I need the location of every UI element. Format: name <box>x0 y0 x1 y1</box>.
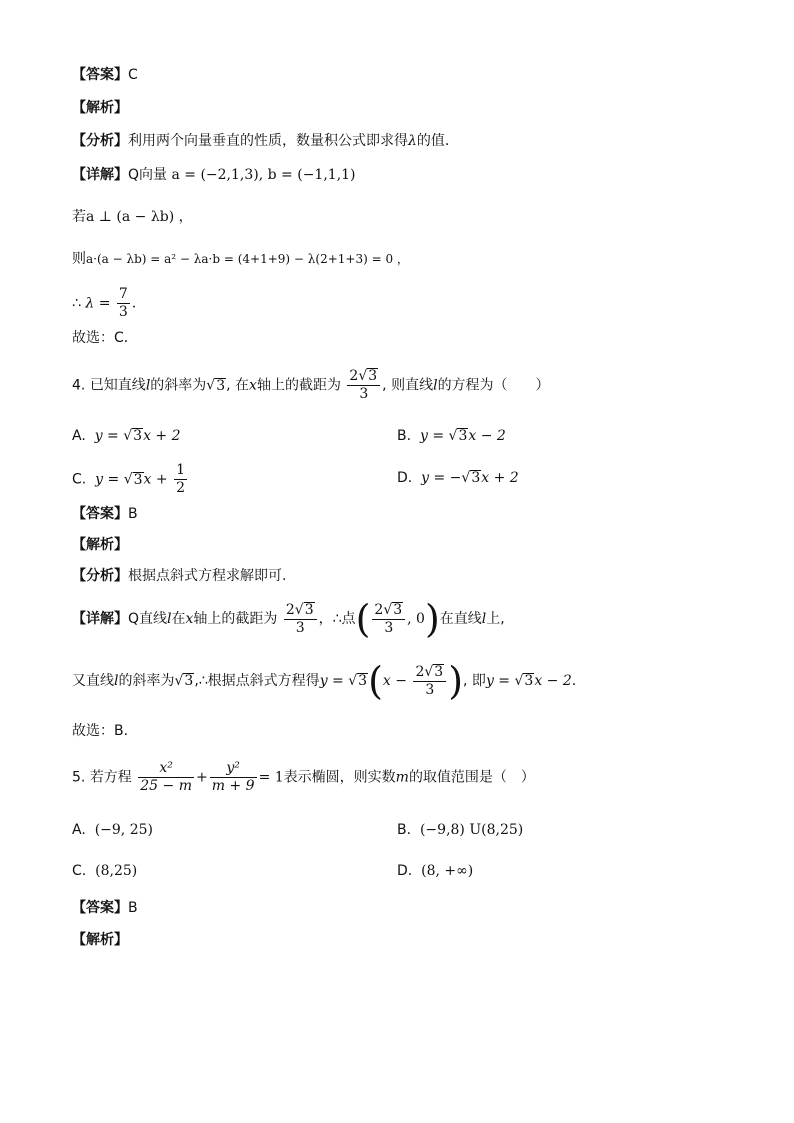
fraction-numerator <box>347 368 380 386</box>
q3-analysis-heading <box>72 101 128 115</box>
answer-tag: 【答案】 <box>72 67 128 83</box>
sqrt-radicand: 3 <box>471 470 481 486</box>
var-x: x <box>185 611 194 627</box>
intercept-fraction <box>347 368 380 403</box>
sqrt-radicand: 3 <box>434 663 444 680</box>
xiangjie-tag: 【详解】 <box>72 611 128 627</box>
var-m: m <box>395 769 409 786</box>
sqrt-symbol: √ <box>206 377 216 394</box>
fraction-denominator: m + 9 <box>211 778 255 794</box>
detail-text: ，∴点 <box>318 611 356 627</box>
result-lhs: y = <box>485 673 511 689</box>
choose-text: 故选：B. <box>72 723 129 739</box>
q4-analysis-heading <box>72 538 128 552</box>
detail-text: 直线 <box>139 611 168 627</box>
fraction-denominator: 2 <box>176 480 185 496</box>
q5-stem <box>72 760 535 795</box>
q4-fenxi-line <box>72 569 286 583</box>
detail-text: 的斜率为 <box>118 673 175 689</box>
stem-text: 已知直线 <box>89 377 146 394</box>
fraction-denominator: 3 <box>295 619 305 636</box>
fenxi-text-post: 的值． <box>416 133 459 149</box>
fenxi-text-pre: 利用两个向量垂直的性质，数量积公式即求得 <box>128 133 408 149</box>
sqrt-symbol: √ <box>294 601 304 618</box>
dot-product-calc: a·(a − λb) = a² − λa·b = (4+1+9) − λ(2+1+3) = 0 ， <box>86 252 409 266</box>
lambda-numerator: 7 <box>118 286 128 302</box>
fraction-denominator: 3 <box>359 386 369 402</box>
q4-detail-line-2 <box>72 659 577 703</box>
lambda-fraction <box>117 286 130 321</box>
sqrt-symbol: √ <box>348 673 358 689</box>
option-label: C. <box>72 863 87 879</box>
left-paren: ( <box>368 659 383 703</box>
q5-option-b[interactable] <box>397 823 523 837</box>
var-l: l <box>114 673 119 689</box>
then-word: 则 <box>72 251 86 267</box>
ellipse-y-fraction <box>210 760 257 795</box>
q3-fenxi-line <box>72 134 459 148</box>
point-x-fraction <box>372 602 405 637</box>
fraction-numerator <box>413 664 446 682</box>
answer-value: C <box>128 67 138 83</box>
option-label: B. <box>397 822 412 838</box>
right-paren: ) <box>424 597 440 641</box>
sqrt-radicand: 3 <box>133 471 143 488</box>
sqrt-symbol: √ <box>461 470 471 486</box>
q3-choose-line <box>72 331 138 345</box>
sqrt-symbol: √ <box>424 663 434 680</box>
option-label: C. <box>72 471 87 488</box>
q4-option-b[interactable] <box>397 428 506 444</box>
lambda-equals: λ = <box>85 295 111 312</box>
fraction-numerator <box>372 602 405 620</box>
q4-option-d[interactable] <box>397 470 519 486</box>
sqrt-radicand: 3 <box>216 377 226 394</box>
stem-text: 的斜率为 <box>150 377 207 394</box>
option-expr: (8, +∞) <box>421 863 474 879</box>
sqrt-symbol: √ <box>448 428 458 444</box>
var-l: l <box>145 377 151 394</box>
coefficient: 2 <box>415 663 425 680</box>
option-expr: y = <box>95 471 124 488</box>
fraction-denominator: 3 <box>425 681 435 698</box>
stem-text: 的取值范围是（ ） <box>408 769 535 786</box>
q3-xiangjie-line <box>72 168 356 182</box>
q4-stem <box>72 368 550 403</box>
analysis-tag: 【解析】 <box>72 537 128 553</box>
option-label: A. <box>72 822 86 838</box>
option-expr: x − 2 <box>468 428 506 444</box>
equals-one: = 1 <box>258 769 284 786</box>
detail-text: 轴上的截距为 <box>193 611 278 627</box>
xiangjie-tag: 【详解】 <box>72 167 128 183</box>
stem-text: 表示椭圆，则实数 <box>283 769 396 786</box>
sqrt-radicand: 3 <box>304 601 314 618</box>
if-word: 若 <box>72 209 86 225</box>
analysis-tag: 【解析】 <box>72 100 128 116</box>
left-paren: ( <box>355 597 371 641</box>
q4-option-a[interactable] <box>72 428 181 444</box>
detail-text: 又直线 <box>72 673 114 689</box>
q3-calc-line <box>72 252 409 266</box>
sqrt-radicand: 3 <box>393 601 403 618</box>
lambda-period: ． <box>131 295 146 312</box>
sqrt-radicand: 3 <box>368 368 378 384</box>
option-expr: y = <box>419 428 449 444</box>
option-expr: x + <box>143 471 168 488</box>
var-l: l <box>167 611 172 627</box>
answer-tag: 【答案】 <box>72 900 128 916</box>
stem-text: 的方程为（ ） <box>437 377 550 394</box>
vector-word: 向量 <box>139 167 168 183</box>
option-label: A. <box>72 428 86 444</box>
sqrt-symbol: √ <box>174 673 184 689</box>
vector-definition: a = (−2,1,3), b = (−1,1,1) <box>171 167 356 183</box>
var-x: x <box>249 377 257 394</box>
coefficient: 2 <box>285 601 295 618</box>
option-label: D. <box>397 470 413 486</box>
point-y: , 0 <box>407 611 425 627</box>
detail-text: . <box>571 673 577 689</box>
sqrt-radicand: 3 <box>358 673 368 689</box>
fraction-numerator: 1 <box>176 462 185 478</box>
sqrt-symbol: √ <box>514 673 524 689</box>
q5-option-d[interactable] <box>397 864 473 878</box>
q5-option-c[interactable] <box>72 864 137 878</box>
fenxi-tag: 【分析】 <box>72 133 128 149</box>
answer-tag: 【答案】 <box>72 506 128 522</box>
detail-text: , 即 <box>463 673 486 689</box>
intercept-fraction <box>413 664 446 699</box>
because-symbol: Q <box>128 611 140 627</box>
option-label: B. <box>397 428 412 444</box>
fraction-numerator: y² <box>210 760 257 778</box>
q5-analysis-heading <box>72 933 128 947</box>
lambda-denominator: 3 <box>118 304 128 320</box>
fraction-numerator: x² <box>138 760 194 778</box>
result-rhs: x − 2 <box>534 673 572 689</box>
stem-text: 轴上的截距为 <box>256 377 341 394</box>
right-paren: ) <box>448 659 464 703</box>
sqrt-radicand: 3 <box>524 673 534 689</box>
coefficient: 2 <box>374 601 384 618</box>
because-symbol: Q <box>128 167 140 183</box>
stem-text: , 则直线 <box>382 377 434 394</box>
sqrt-radicand: 3 <box>458 428 468 444</box>
sqrt-radicand: 3 <box>133 428 143 444</box>
q3-lambda-line <box>72 286 146 321</box>
perpendicular-condition: a ⊥ (a − λb) ， <box>86 209 193 225</box>
option-fraction <box>174 462 187 497</box>
detail-text: ,∴根据点斜式方程得 <box>194 673 320 689</box>
sqrt-radicand: 3 <box>184 673 194 689</box>
var-l: l <box>481 611 487 627</box>
ellipse-x-fraction <box>138 760 194 795</box>
q4-option-c[interactable] <box>72 462 189 497</box>
stem-text: , 在 <box>226 377 250 394</box>
fenxi-text: 根据点斜式方程求解即可. <box>128 568 287 584</box>
q3-if-line <box>72 210 193 224</box>
var-l: l <box>433 377 438 394</box>
option-expr: (−9,8) U(8,25) <box>419 822 524 838</box>
therefore-symbol: ∴ <box>72 295 81 312</box>
stem-text: 若方程 <box>89 769 132 786</box>
detail-text: 在直线 <box>439 611 482 627</box>
q4-choose-line <box>72 724 128 738</box>
option-label: D. <box>397 863 413 879</box>
q5-option-a[interactable] <box>72 823 153 837</box>
option-expr: x + 2 <box>481 470 519 486</box>
q4-answer-line <box>72 507 138 521</box>
question-number: 5. <box>72 769 86 786</box>
sqrt-symbol: √ <box>358 368 368 384</box>
paren-expr: x − <box>382 673 407 689</box>
lambda-symbol: λ <box>408 133 417 149</box>
sqrt-symbol: √ <box>123 471 133 488</box>
option-expr: y = − <box>421 470 462 486</box>
answer-value: B <box>128 900 138 916</box>
sqrt-symbol: √ <box>123 428 133 444</box>
option-expr: (−9, 25) <box>94 822 153 838</box>
answer-value: B <box>128 506 138 522</box>
coefficient: 2 <box>349 368 359 384</box>
option-expr: (8,25) <box>95 863 138 879</box>
detail-text: 在 <box>171 611 186 627</box>
equation-lhs: y = <box>319 673 344 689</box>
plus-sign: + <box>196 769 208 786</box>
q3-answer-line <box>72 68 138 82</box>
q4-xiangjie-line <box>72 597 505 641</box>
option-expr: x + 2 <box>143 428 181 444</box>
fraction-denominator: 25 − m <box>140 778 192 794</box>
question-number: 4. <box>72 377 86 394</box>
detail-text: 上, <box>486 611 505 627</box>
fraction-numerator <box>284 602 317 620</box>
intercept-fraction <box>284 602 317 637</box>
sqrt-symbol: √ <box>383 601 393 618</box>
fraction-denominator: 3 <box>384 619 394 636</box>
q5-answer-line <box>72 901 138 915</box>
fenxi-tag: 【分析】 <box>72 568 128 584</box>
analysis-tag: 【解析】 <box>72 932 128 948</box>
choose-text: 故选：C． <box>72 330 138 346</box>
option-expr: y = <box>94 428 124 444</box>
